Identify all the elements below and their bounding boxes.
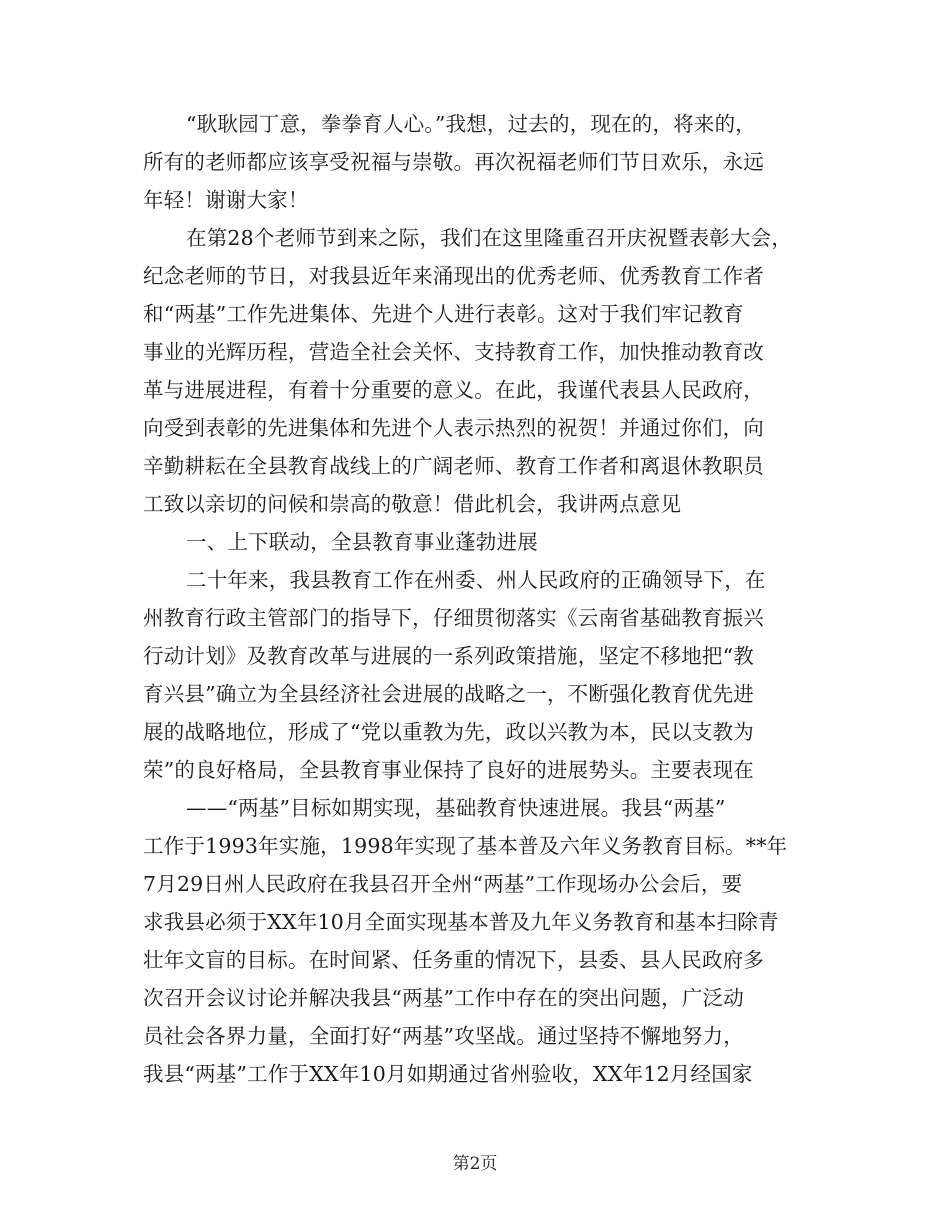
text-line: 在第28个老师节到来之际，我们在这里隆重召开庆祝暨表彰大会， <box>186 226 793 250</box>
text-line: 事业的光辉历程，营造全社会关怀、支持教育工作，加快推动教育改 <box>143 340 764 364</box>
text-line: 工致以亲切的问候和崇高的敬意！借此机会，我讲两点意见 <box>143 492 682 516</box>
text-line: ——“两基”目标如期实现，基础教育快速进展。我县“两基” <box>186 796 726 820</box>
text-line: 工作于1993年实施，1998年实现了基本普及六年义务教育目标。**年 <box>143 834 788 858</box>
text-line: 荣”的良好格局，全县教育事业保持了良好的进展势头。主要表现在 <box>143 758 754 782</box>
text-line: 二十年来，我县教育工作在州委、州人民政府的正确领导下，在 <box>186 568 766 592</box>
text-line: 革与进展进程，有着十分重要的意义。在此，我谨代表县人民政府， <box>143 378 764 402</box>
text-line: 我县“两基”工作于XX年10月如期通过省州验收，XX年12月经国家 <box>143 1062 753 1086</box>
text-line: 辛勤耕耘在全县教育战线上的广阔老师、教育工作者和离退休教职员 <box>143 454 764 478</box>
page-number: 第2页 <box>452 1154 498 1174</box>
text-line: 7月29日州人民政府在我县召开全州“两基”工作现场办公会后，要 <box>143 872 743 896</box>
text-line: 员社会各界力量，全面打好“两基”攻坚战。通过坚持不懈地努力， <box>143 1024 744 1048</box>
document-body <box>143 105 823 1093</box>
text-line: 行动计划》及教育改革与进展的一系列政策措施，坚定不移地把“教 <box>143 644 754 668</box>
text-line: 州教育行政主管部门的指导下，仔细贯彻落实《云南省基础教育振兴 <box>143 606 764 630</box>
text-line: 一、上下联动，全县教育事业蓬勃进展 <box>186 530 538 554</box>
text-line: 展的战略地位，形成了“党以重教为先，政以兴教为本，民以支教为 <box>143 720 754 744</box>
text-line: 和“两基”工作先进集体、先进个人进行表彰。这对于我们牢记教育 <box>143 302 744 326</box>
text-line: 次召开会议讨论并解决我县“两基”工作中存在的突出问题，广泛动 <box>143 986 744 1010</box>
text-line: 壮年文盲的目标。在时间紧、任务重的情况下，县委、县人民政府多 <box>143 948 764 972</box>
text-line: 育兴县”确立为全县经济社会进展的战略之一，不断强化教育优先进 <box>143 682 754 706</box>
text-line: “耿耿园丁意，拳拳育人心。”我想，过去的，现在的，将来的， <box>186 112 757 136</box>
text-line: 纪念老师的节日，对我县近年来涌现出的优秀老师、优秀教育工作者 <box>143 264 764 288</box>
text-line: 求我县必须于XX年10月全面实现基本普及九年义务教育和基本扫除青 <box>143 910 779 934</box>
text-line: 所有的老师都应该享受祝福与崇敬。再次祝福老师们节日欢乐，永远 <box>143 150 764 174</box>
text-line: 年轻！谢谢大家！ <box>143 188 309 212</box>
text-line: 向受到表彰的先进集体和先进个人表示热烈的祝贺！并通过你们，向 <box>143 416 764 440</box>
